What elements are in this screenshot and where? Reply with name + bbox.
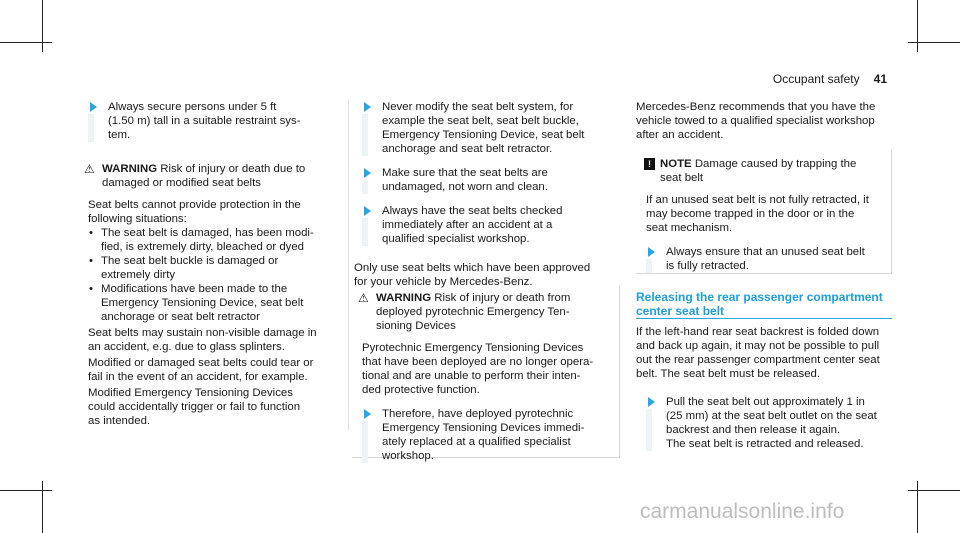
column-2	[352, 100, 620, 289]
paragraph: Seat belts may sustain non-visible damage in an accident, e.g. due to glass splinters.	[88, 327, 317, 353]
warning-block-1	[78, 162, 346, 428]
play-arrow-icon	[364, 102, 371, 112]
instruction-bullet: Pull the seat belt out approximately 1 in (25 mm) at the seat belt outlet on the seat backrest and then release it again. The seat belt is retracted and released.	[636, 395, 892, 451]
column-3	[636, 100, 892, 142]
play-arrow-icon	[648, 397, 655, 407]
crop-mark	[0, 42, 52, 43]
warning-block-2	[352, 291, 618, 463]
section-rule	[636, 318, 892, 319]
play-arrow-icon	[648, 247, 655, 257]
crop-mark	[0, 490, 52, 491]
crop-mark	[42, 0, 43, 52]
instruction-bullet: Therefore, have deployed pyrotechnic Emergency Tensioning Devices immedi- ately replaced at a qualified specialist workshop.	[352, 407, 618, 463]
paragraph: Only use seat belts which have been approved for your vehicle by Mercedes-Benz.	[354, 262, 591, 288]
list-item: • Modifications have been made to the Emergency Tensioning Device, seat belt anchorage or seat belt retractor	[88, 282, 346, 324]
column-divider	[348, 100, 349, 430]
paragraph: Modified Emergency Tensioning Devices could accidentally trigger or fail to function as intended.	[88, 387, 301, 427]
crop-mark	[917, 0, 918, 52]
list-item: • The seat belt is damaged, has been modi- fied, is extremely dirty, bleached or dyed	[88, 226, 346, 254]
list-item: • The seat belt buckle is damaged or extremely dirty	[88, 254, 346, 282]
paragraph: Mercedes-Benz recommends that you have the vehicle towed to a qualified specialist workshop after an accident.	[636, 101, 876, 141]
instruction-bullet: Always have the seat belts checked immediately after an accident at a qualified specialist workshop.	[352, 204, 620, 246]
instruction-bullet: Always secure persons under 5 ft (1.50 m) tall in a suitable restraint sys- tem.	[78, 100, 348, 142]
column-1	[78, 100, 348, 142]
warning-heading: ⚠ WARNING Risk of injury or death due to damaged or modified seat belts	[84, 162, 306, 189]
instruction-bullet: Always ensure that an unused seat belt is fully retracted.	[636, 245, 890, 273]
warning-heading: ⚠ WARNING Risk of injury or death from deployed pyrotechnic Emergency Ten- sioning Devices	[358, 291, 571, 332]
paragraph: Modified or damaged seat belts could tear or fail in the event of an accident, for example.	[88, 357, 314, 383]
crop-mark	[42, 481, 43, 533]
watermark: carmanualsonline.info	[640, 500, 845, 523]
section-heading: Releasing the rear passenger compartment center seat belt	[636, 290, 883, 318]
section-name: Occupant safety	[772, 72, 860, 86]
page-number: 41	[873, 72, 887, 86]
crop-mark	[908, 42, 960, 43]
note-heading: ! NOTE Damage caused by trapping the seat belt	[636, 157, 890, 185]
warning-body: Seat belts cannot provide protection in the following situations: • The seat belt is damaged, has been modi- fied, is extremely dirty, bleached or dyed • The seat belt buckle is damaged or extremely dirty • Modifications have been made to the Emergency Tensioning Device, seat belt anchorage or seat belt retractor Seat belts may sustain non-visible damage in an accident, e.g. due to glass splinters. Modified or damaged seat belts could tear or fail in the event of an accident, for example. Modified Emergency Tensioning Devices could accidentally trigger or fail to function as intended.	[78, 198, 346, 428]
crop-mark	[917, 481, 918, 533]
crop-mark	[908, 490, 960, 491]
play-arrow-icon	[90, 102, 97, 112]
play-arrow-icon	[364, 206, 371, 216]
play-arrow-icon	[364, 168, 371, 178]
section-body: If the left-hand rear seat backrest is folded down and back up again, it may not be possible to pull out the rear passenger compartment center seat belt. The seat belt must be released. Pull the seat belt out approximately 1 in (25 mm) at the seat belt outlet on the seat backrest and then release it again. The seat belt is retracted and released.	[636, 325, 892, 451]
warning-triangle-icon: ⚠	[84, 162, 95, 176]
page-header	[773, 72, 887, 86]
warning-body: Pyrotechnic Emergency Tensioning Devices that have been deployed are no longer opera- tional and are unable to perform their inten- ded protective function.	[362, 342, 594, 396]
warning-triangle-icon: ⚠	[358, 291, 369, 305]
instruction-bullet: Make sure that the seat belts are undamaged, not worn and clean.	[352, 166, 620, 194]
note-body: If an unused seat belt is not fully retracted, it may become trapped in the door or in the seat mechanism.	[646, 194, 869, 234]
instruction-bullet: Never modify the seat belt system, for example the seat belt, seat belt buckle, Emergency Tensioning Device, seat belt anchorage and seat belt retractor.	[352, 100, 620, 156]
note-block	[636, 157, 890, 273]
play-arrow-icon	[364, 409, 371, 419]
exclamation-icon: !	[644, 158, 655, 170]
